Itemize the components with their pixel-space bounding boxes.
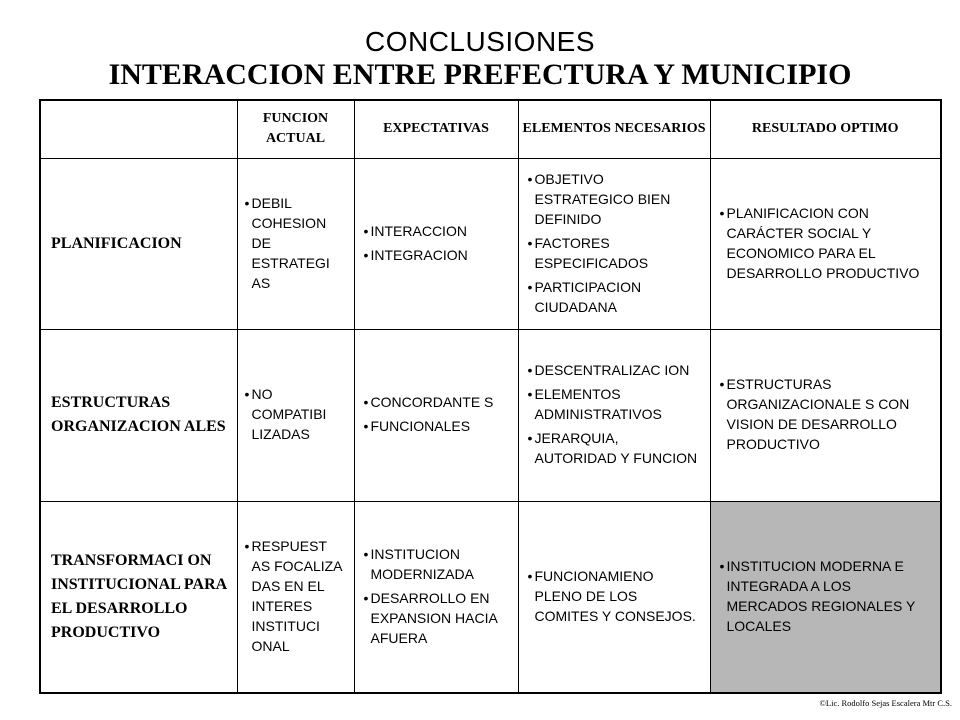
- bullet-item: • RESPUEST AS FOCALIZA DAS EN EL INTERES INSTITUCI ONAL: [246, 536, 348, 656]
- elementos-cell: [518, 158, 710, 329]
- bullet-item: • NO COMPATIBI LIZADAS: [246, 384, 348, 444]
- header-elementos-necesarios: ELEMENTOS NECESARIOS: [518, 100, 710, 158]
- resultado-cell: [710, 158, 941, 329]
- author-credit: ©Lic. Rodolfo Sejas Escalera Mtr C.S.: [819, 698, 952, 708]
- slide-title: CONCLUSIONES: [364, 26, 596, 57]
- conclusions-table: [39, 99, 942, 694]
- bullet-item: • FACTORES ESPECIFICADOS: [529, 233, 704, 273]
- funcion-actual-cell: [237, 501, 354, 693]
- bullet-item: • ELEMENTOS ADMINISTRATIVOS: [529, 384, 704, 424]
- bullet-item: • DESCENTRALIZAC ION: [529, 360, 704, 380]
- table-header-row: [40, 100, 941, 158]
- bullet-item: • INSTITUCION MODERNIZADA: [365, 544, 512, 584]
- row-label: ESTRUCTURAS ORGANIZACION ALES: [40, 329, 237, 501]
- bullet-item: • INTERACCION: [365, 221, 512, 241]
- bullet-item: • CONCORDANTE S: [365, 392, 512, 412]
- bullet-item: • DESARROLLO EN EXPANSION HACIA AFUERA: [365, 588, 512, 648]
- bullet-item: • PLANIFICACION CON CARÁCTER SOCIAL Y ECONOMICO PARA EL DESARROLLO PRODUCTIVO: [721, 203, 935, 283]
- bullet-item: • PARTICIPACION CIUDADANA: [529, 277, 704, 317]
- expectativas-cell: [354, 329, 518, 501]
- resultado-cell: [710, 329, 941, 501]
- table-row: [40, 158, 941, 329]
- row-label: PLANIFICACION: [40, 158, 237, 329]
- bullet-item: • ESTRUCTURAS ORGANIZACIONALE S CON VISION DE DESARROLLO PRODUCTIVO: [721, 374, 935, 454]
- expectativas-cell: [354, 501, 518, 693]
- table-row: [40, 329, 941, 501]
- bullet-item: • FUNCIONAMIENO PLENO DE LOS COMITES Y CONSEJOS.: [529, 566, 704, 626]
- header-funcion-actual: FUNCION ACTUAL: [237, 100, 354, 158]
- table-row: [40, 501, 941, 693]
- bullet-item: • FUNCIONALES: [365, 416, 512, 436]
- header-cell-empty: [40, 100, 237, 158]
- resultado-cell-highlighted: [710, 501, 941, 693]
- slide-subtitle: INTERACCION ENTRE PREFECTURA Y MUNICIPIO: [108, 58, 852, 91]
- header-resultado-optimo: RESULTADO OPTIMO: [710, 100, 941, 158]
- bullet-item: • INSTITUCION MODERNA E INTEGRADA A LOS MERCADOS REGIONALES Y LOCALES: [721, 556, 935, 636]
- row-label: TRANSFORMACI ON INSTITUCIONAL PARA EL DESARROLLO PRODUCTIVO: [40, 501, 237, 693]
- elementos-cell: [518, 501, 710, 693]
- bullet-item: • DEBIL COHESION DE ESTRATEGI AS: [246, 193, 348, 293]
- bullet-item: • INTEGRACION: [365, 245, 512, 265]
- funcion-actual-cell: [237, 329, 354, 501]
- header-expectativas: EXPECTATIVAS: [354, 100, 518, 158]
- bullet-item: • JERARQUIA, AUTORIDAD Y FUNCION: [529, 428, 704, 468]
- bullet-item: • OBJETIVO ESTRATEGICO BIEN DEFINIDO: [529, 169, 704, 229]
- funcion-actual-cell: [237, 158, 354, 329]
- elementos-cell: [518, 329, 710, 501]
- expectativas-cell: [354, 158, 518, 329]
